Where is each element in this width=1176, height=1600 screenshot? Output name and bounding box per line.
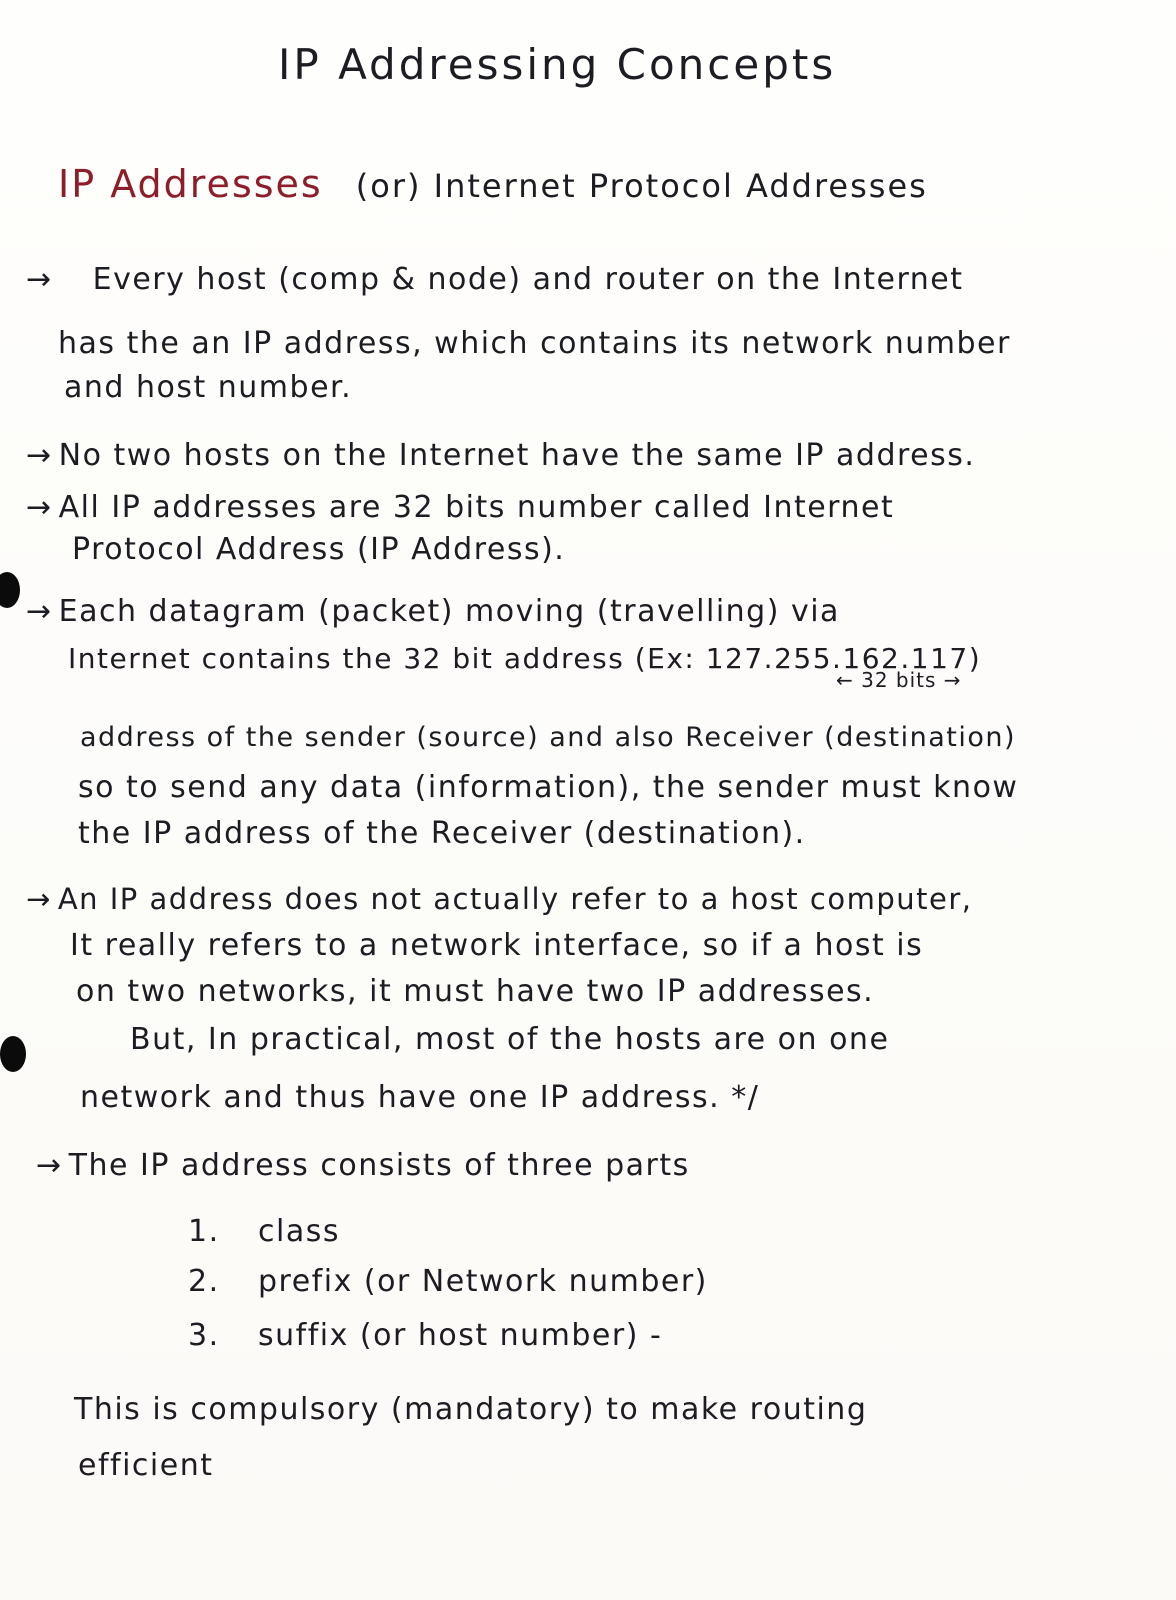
point-4-line-2: Internet contains the 32 bit address (Ex: 127.255.162.117)	[68, 642, 982, 675]
binder-hole	[0, 572, 20, 608]
list-item	[188, 1318, 662, 1353]
arrow-icon: →	[26, 490, 53, 525]
list-item	[188, 1214, 340, 1249]
arrow-icon: →	[26, 262, 53, 297]
point-3-line-2: Protocol Address (IP Address).	[72, 532, 566, 567]
point-text: Each datagram (packet) moving (travelling) via	[58, 594, 840, 629]
point-1-line-3: and host number.	[64, 370, 353, 405]
list-text: class	[258, 1214, 340, 1249]
arrow-icon: →	[26, 438, 53, 473]
page-title: IP Addressing Concepts	[278, 40, 837, 89]
sender-paragraph-line-2: so to send any data (information), the sender must know	[78, 770, 1019, 805]
sender-paragraph-line-1: address of the sender (source) and also Receiver (destination)	[80, 722, 1017, 753]
point-text: The IP address consists of three parts	[68, 1148, 690, 1183]
point-text: Every host (comp & node) and router on the Internet	[92, 262, 964, 297]
list-number: 3.	[188, 1318, 220, 1353]
point-text: All IP addresses are 32 bits number called Internet	[58, 490, 895, 525]
list-number: 2.	[188, 1264, 220, 1299]
practical-paragraph-line-2: network and thus have one IP address. */	[80, 1080, 760, 1115]
point-text: An IP address does not actually refer to a host computer,	[57, 882, 973, 916]
point-4-line-1	[26, 594, 840, 629]
point-text: No two hosts on the Internet have the same IP address.	[58, 438, 976, 473]
interface-point-line-2: It really refers to a network interface, so if a host is	[70, 928, 924, 963]
point-3-line-1	[26, 490, 894, 525]
section-heading	[58, 162, 928, 206]
list-number: 1.	[188, 1214, 220, 1249]
list-item	[188, 1264, 708, 1299]
sender-paragraph-line-3: the IP address of the Receiver (destination).	[78, 816, 806, 851]
list-text: prefix (or Network number)	[258, 1264, 708, 1299]
arrow-icon: →	[26, 882, 52, 916]
heading-expansion: (or) Internet Protocol Addresses	[355, 167, 928, 205]
point-2-line-1	[26, 438, 975, 473]
bits-annotation: ← 32 bits →	[836, 668, 962, 692]
interface-point-line-3: on two networks, it must have two IP addresses.	[76, 974, 875, 1009]
point-1-line-1	[26, 262, 964, 297]
closing-line-2: efficient	[78, 1448, 214, 1483]
practical-paragraph-line-1: But, In practical, most of the hosts are on one	[130, 1022, 890, 1057]
point-1-line-2: has the an IP address, which contains its network number	[58, 326, 1011, 361]
arrow-icon: →	[36, 1148, 63, 1183]
heading-term: IP Addresses	[58, 162, 323, 206]
list-text: suffix (or host number) -	[258, 1318, 663, 1353]
binder-hole	[0, 1036, 26, 1072]
parts-point	[36, 1148, 690, 1183]
interface-point-line-1	[26, 882, 972, 916]
closing-line-1: This is compulsory (mandatory) to make routing	[74, 1392, 868, 1427]
arrow-icon: →	[26, 594, 53, 629]
